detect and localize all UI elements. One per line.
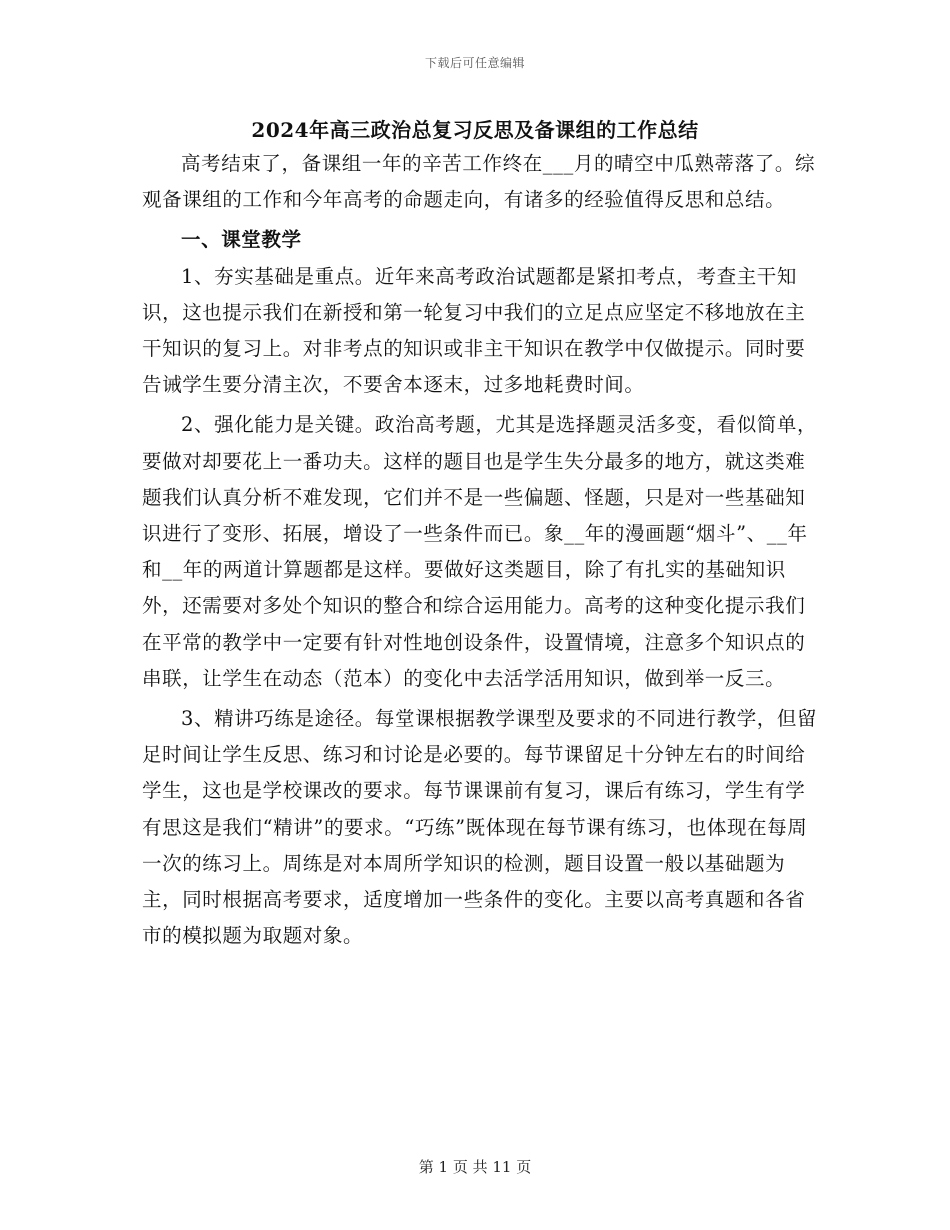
download-note: 下载后可任意编辑 bbox=[424, 56, 525, 70]
intro-paragraph: 高考结束了，备课组一年的辛苦工作终在___月的晴空中瓜熟蒂落了。综观备课组的工作和今年高考的命题走向，有诸多的经验值得反思和总结。 bbox=[142, 152, 816, 212]
document-body bbox=[142, 146, 818, 954]
paragraph-item-1: 1、夯实基础是重点。近年来高考政治试题都是紧扣考点，考查主干知识，这也提示我们在新授和第一轮复习中我们的立足点应坚定不移地放在主干知识的复习上。对非考点的知识或非主干知识在教学中仅做提示。同时要告诫学生要分清主次，不要舍本逐末，过多地耗费时间。 bbox=[142, 264, 806, 397]
page-number: 第 1 页 共 11 页 bbox=[418, 1158, 532, 1176]
paragraph-item-3: 3、精讲巧练是途径。每堂课根据教学课型及要求的不同进行教学，但留足时间让学生反思、练习和讨论是必要的。每节课留足十分钟左右的时间给学生，这也是学校课改的要求。每节课课前有复习，课后有练习，学生有学有思这是我们“精讲”的要求。“巧练”既体现在每节课有练习，也体现在每周一次的练习上。周练是对本周所学知识的检测，题目设置一般以基础题为主，同时根据高考要求，适度增加一些条件的变化。主要以高考真题和各省市的模拟题为取题对象。 bbox=[142, 707, 818, 948]
section-heading-classroom-teaching: 一、课堂教学 bbox=[181, 228, 302, 252]
document-title: 2024年高三政治总复习反思及备课组的工作总结 bbox=[251, 118, 699, 142]
paragraph-item-2: 2、强化能力是关键。政治高考题，尤其是选择题灵活多变，看似简单，要做对却要花上一番功夫。这样的题目也是学生失分最多的地方，就这类难题我们认真分析不难发现，它们并不是一些偏题、怪题，只是对一些基础知识进行了变形、拓展，增设了一些条件而已。象__年的漫画题“烟斗”、__年和__年的两道计算题都是这样。要做好这类题目，除了有扎实的基础知识外，还需要对多处个知识的整合和综合运用能力。高考的这种变化提示我们在平常的教学中一定要有针对性地创设条件，设置情境，注意多个知识点的串联，让学生在动态（范本）的变化中去活学活用知识，做到举一反三。 bbox=[142, 413, 818, 690]
